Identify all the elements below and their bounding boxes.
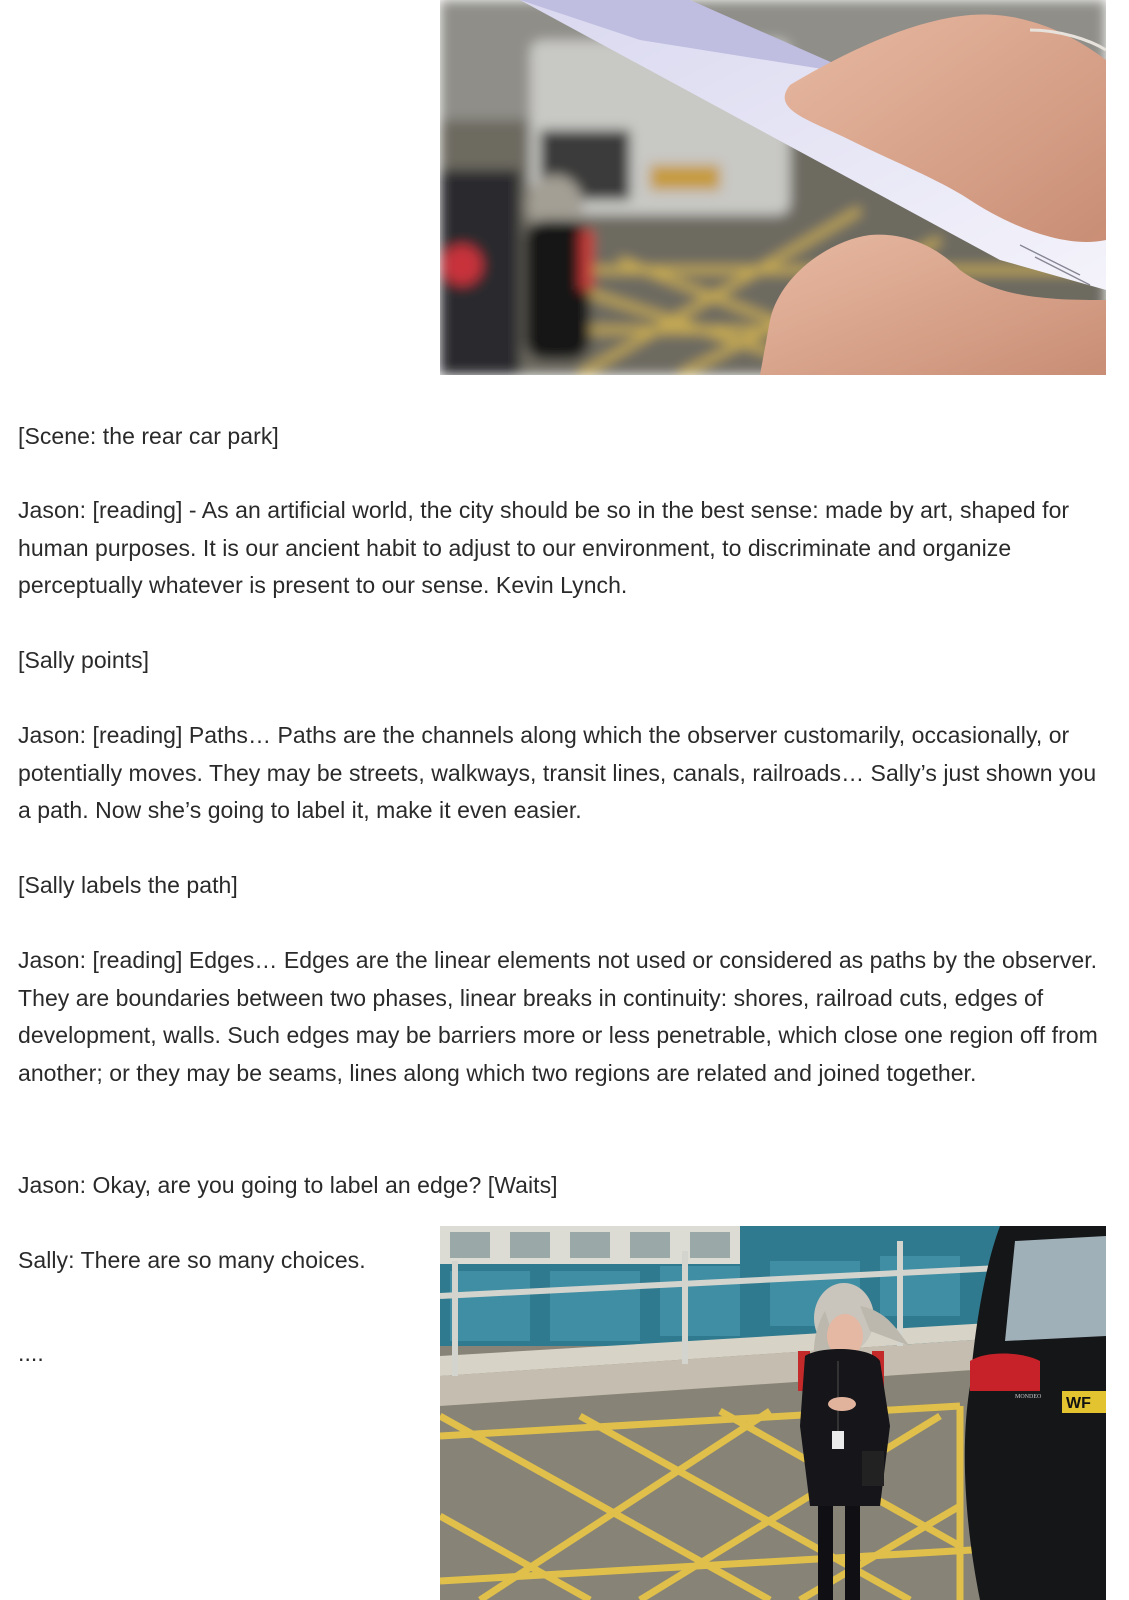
jason-line-2: Jason: [reading] Paths… Paths are the channels along which the observer customarily, occasionally, or potentially moves. They may be streets, walkways, transit lines, canals, railroads… Sally’s just shown you a path. Now she’s going to label it, make it even easier. <box>18 722 1097 823</box>
jason-line-4: Jason: Okay, are you going to label an edge? [Waits] <box>18 1172 558 1198</box>
ellipsis: .... <box>18 1340 44 1366</box>
scene-direction: [Scene: the rear car park] <box>18 423 279 449</box>
hands-holding-script-photo <box>440 0 1106 375</box>
licence-plate-text: WF <box>1066 1395 1091 1412</box>
jason-line-1: Jason: [reading] - As an artificial world, the city should be so in the best sense: made by art, shaped for human purposes. It is our ancient habit to adjust to our environment, to discriminate and organize perceptually whatever is present to our sense. Kevin Lynch. <box>18 497 1070 598</box>
sally-labels-direction: [Sally labels the path] <box>18 872 238 898</box>
woman-in-car-park-photo <box>440 1226 1106 1600</box>
car-badge-text: MONDEO <box>1015 1394 1042 1400</box>
sally-points-direction: [Sally points] <box>18 647 150 673</box>
jason-line-3: Jason: [reading] Edges… Edges are the linear elements not used or considered as paths by the observer. They are boundaries between two phases, linear breaks in continuity: shores, railroad cuts, edges of development, walls. Such edges may be barriers more or less penetrable, which close one region off from another; or they may be seams, lines along which two regions are related and joined together. <box>18 947 1098 1086</box>
sally-reply: Sally: There are so many choices. <box>18 1247 366 1273</box>
